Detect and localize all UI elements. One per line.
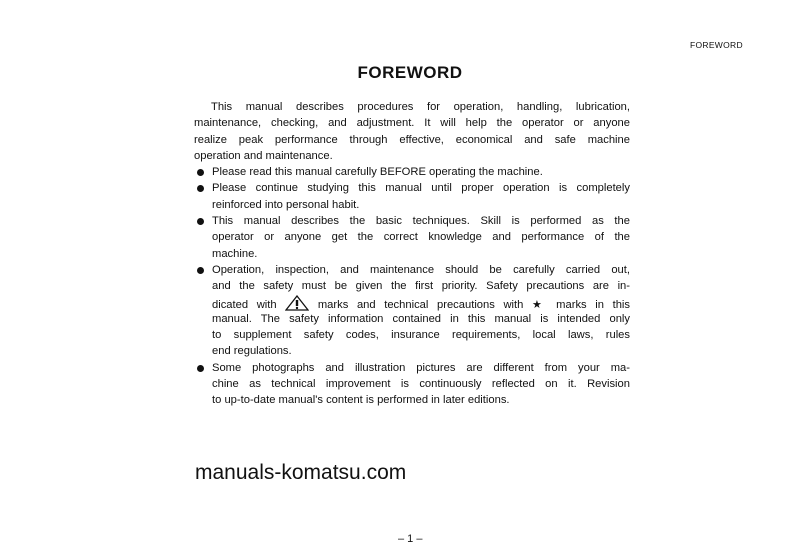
bullet-text: and the safety must be given the first priority. Safety precautions are in- (212, 280, 630, 293)
text-fragment: dicated with (212, 298, 277, 311)
bullet-item (194, 180, 630, 196)
bullet-text: reinforced into personal habit. (212, 198, 360, 211)
running-header: FOREWORD (690, 40, 743, 50)
bullet-item (194, 164, 630, 180)
bullet-icon (197, 185, 204, 192)
bullet-icon (197, 169, 204, 176)
bullet-text-with-icons (212, 295, 630, 311)
bullet-text: Please read this manual carefully BEFORE operating the machine. (212, 166, 543, 179)
text-fragment: marks in this (556, 298, 630, 311)
warning-triangle-icon (285, 295, 309, 311)
bullet-item (194, 262, 630, 278)
bullet-item (194, 360, 630, 376)
bullet-icon (197, 267, 204, 274)
bullet-text: This manual describes the basic techniques. Skill is performed as the (212, 215, 630, 228)
bullet-text: Operation, inspection, and maintenance should be carefully carried out, (212, 263, 630, 276)
bullet-text: Some photographs and illustration pictures are different from your ma- (212, 361, 630, 374)
watermark: manuals-komatsu.com (195, 461, 407, 484)
bullet-text: to up-to-date manual's content is performed in later editions. (212, 394, 510, 407)
intro-line: realize peak performance through effective, economical and safe machine (194, 133, 630, 146)
intro-line: operation and maintenance. (194, 149, 333, 162)
intro-line: maintenance, checking, and adjustment. It will help the operator or anyone (194, 117, 630, 130)
page-title: FOREWORD (357, 63, 463, 82)
text-fragment: marks and technical precautions with (317, 298, 524, 311)
bullet-item (194, 213, 630, 229)
bullet-text: operator or anyone get the correct knowledge and performance of the (212, 231, 630, 244)
bullet-text: manual. The safety information contained in this manual is intended only (212, 312, 630, 325)
bullet-text: to supplement safety codes, insurance requirements, local laws, rules (212, 329, 630, 342)
bullet-icon (197, 218, 204, 225)
page-number: – 1 – (398, 533, 423, 545)
bullet-icon (197, 365, 204, 372)
foreword-body (194, 99, 630, 409)
bullet-text: end regulations. (212, 345, 292, 358)
star-icon: ★ (532, 298, 548, 311)
bullet-text: machine. (212, 247, 258, 260)
intro-line: This manual describes procedures for operation, handling, lubrication, (211, 101, 630, 113)
bullet-text: Please continue studying this manual until proper operation is completely (212, 182, 630, 195)
bullet-text: chine as technical improvement is continuously reflected on it. Revision (212, 378, 630, 391)
